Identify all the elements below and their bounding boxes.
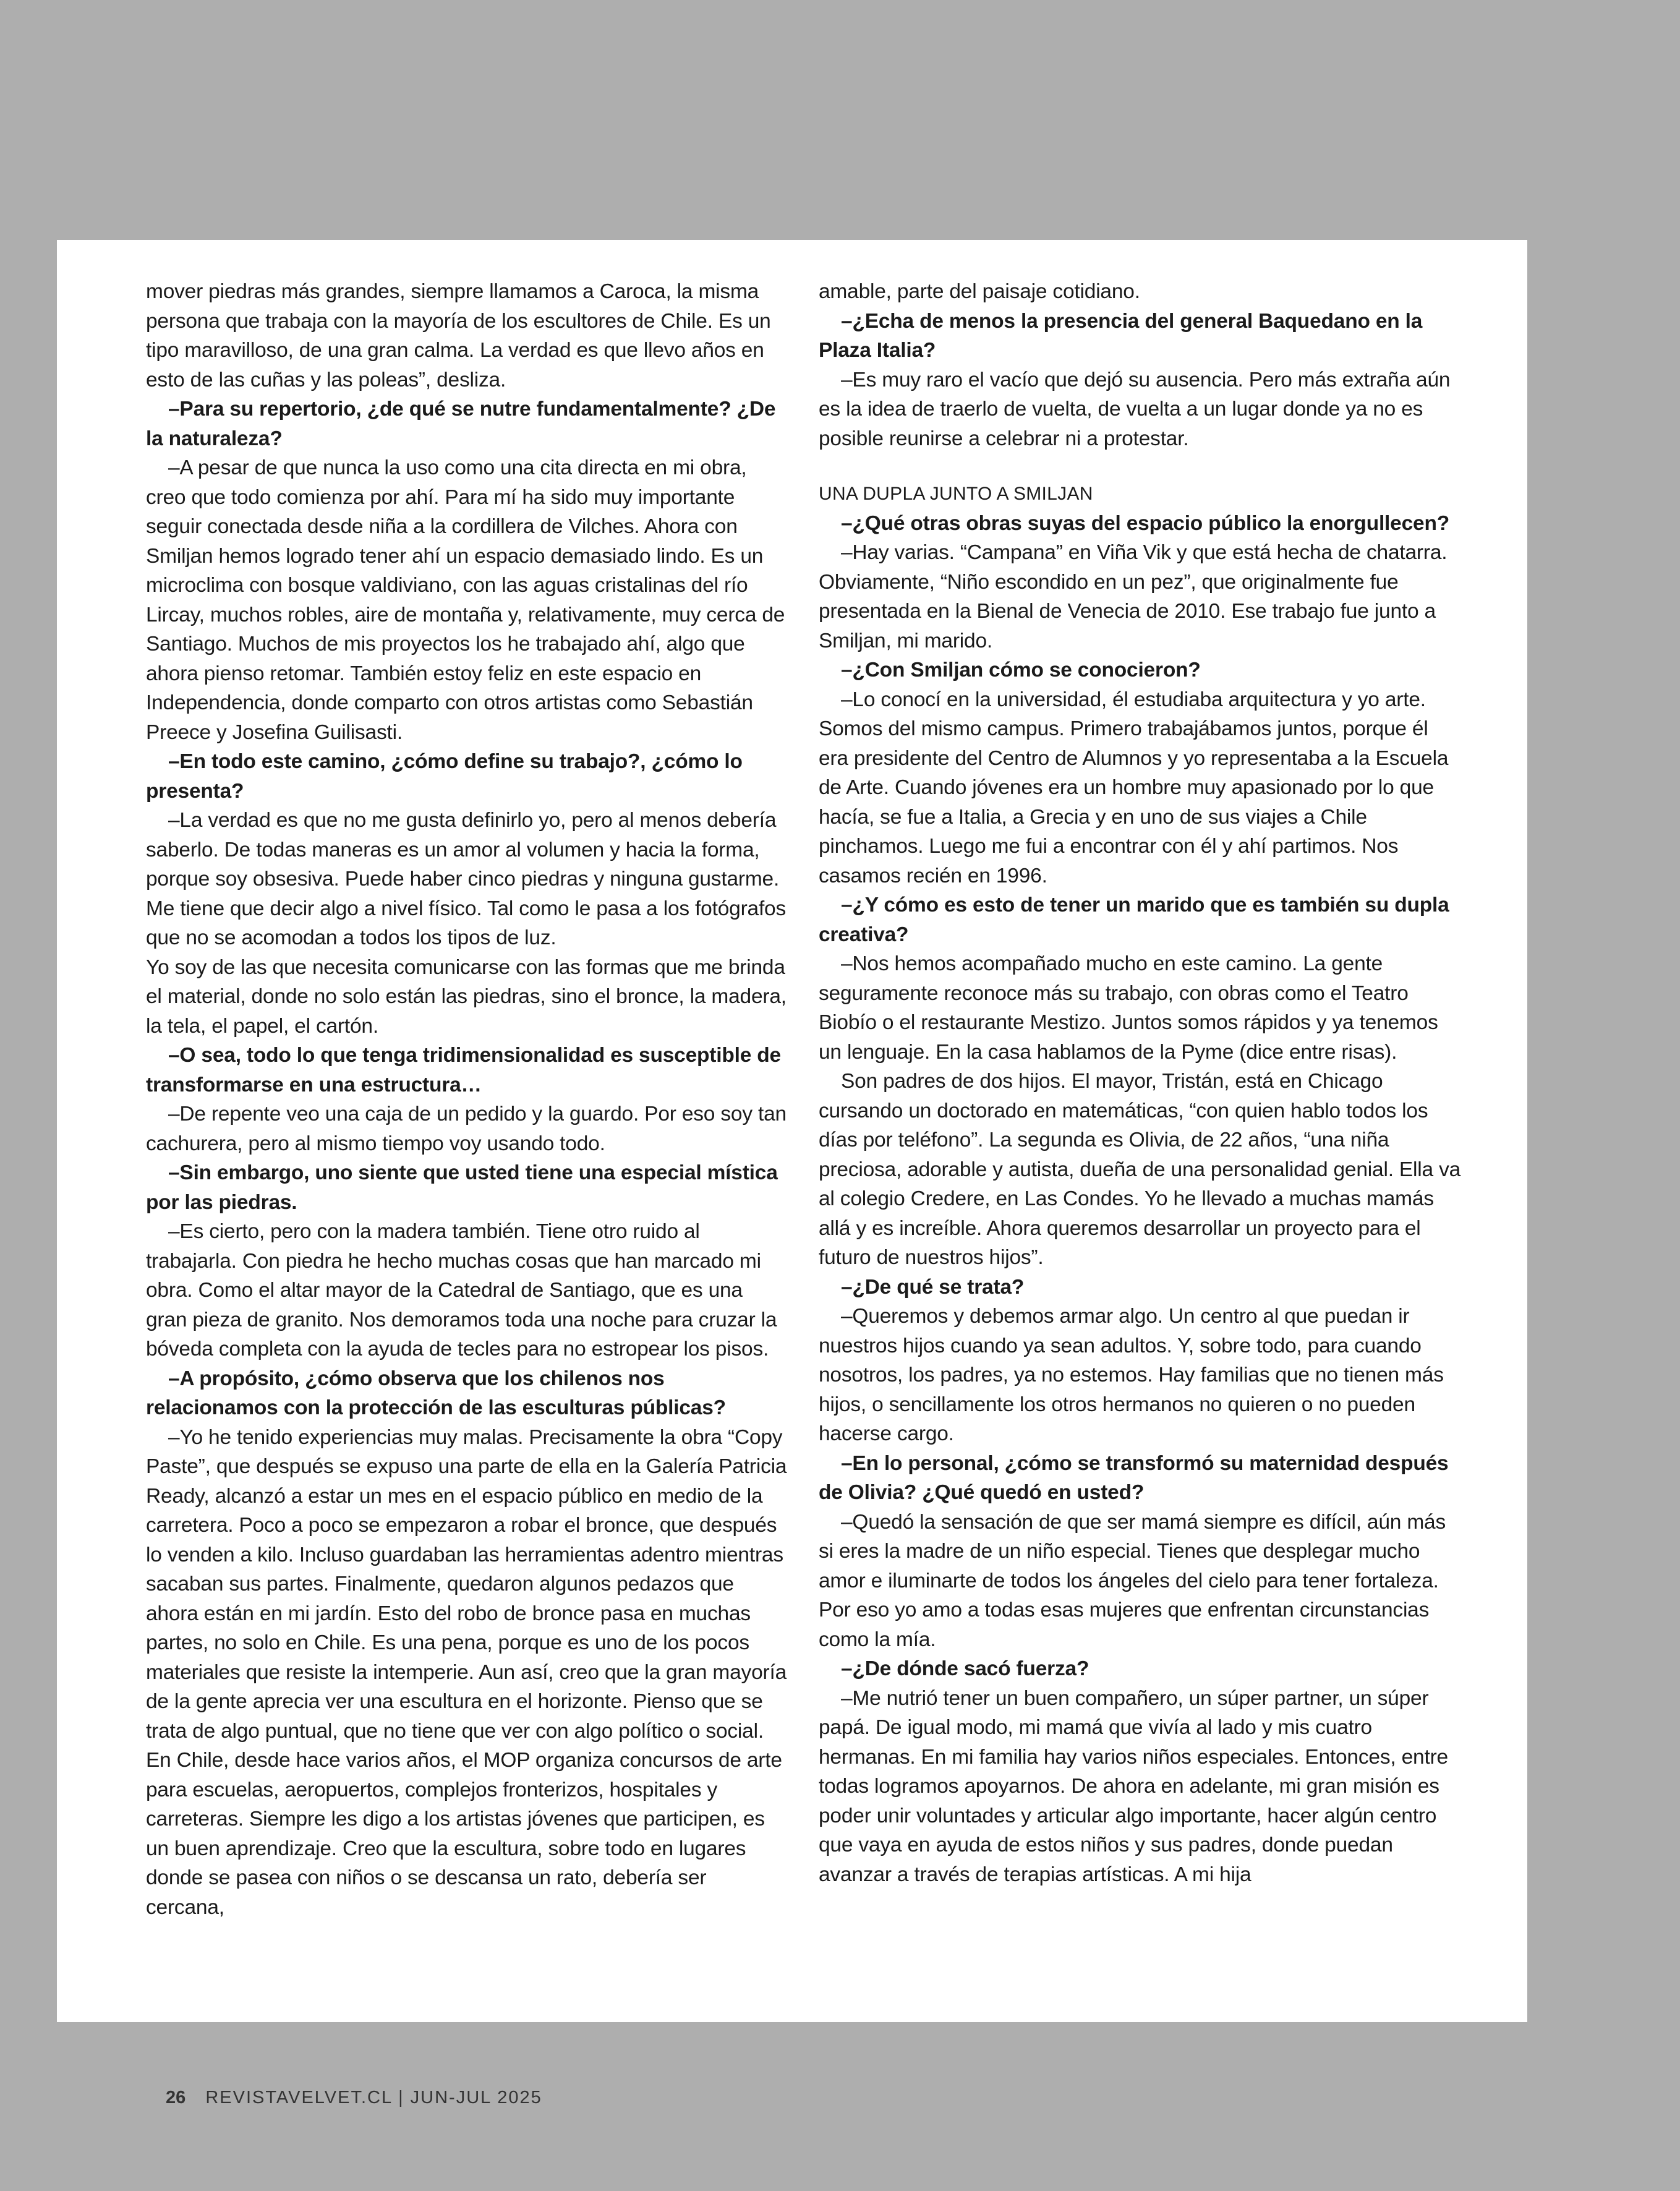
left-column: [146, 277, 789, 1922]
page-number: 26: [166, 2088, 186, 2108]
answer-paragraph: –Es muy raro el vacío que dejó su ausencia. Pero más extraña aún es la idea de traerlo de vuelta, de vuelta a un lugar donde ya no es posible reunirse a celebrar ni a protestar.: [819, 368, 1451, 450]
answer-paragraph: –Queremos y debemos armar algo. Un centro al que puedan ir nuestros hijos cuando ya sean adultos. Y, sobre todo, para cuando nosotros, los padres, ya no estemos. Hay familias que no tienen más hijos, o sencillamente los otros hermanos no quieren o no pueden hacerse cargo.: [819, 1305, 1444, 1445]
answer-paragraph: –La verdad es que no me gusta definirlo yo, pero al menos debería saberlo. De todas maneras es un amor al volumen y hacia la forma, porque soy obsesiva. Puede haber cinco piedras y ninguna gustarme. Me tiene que decir algo a nivel físico. Tal como le pasa a los fotógrafos que no se acomodan a todos los tipos de luz.: [146, 809, 787, 949]
interview-question: –¿Echa de menos la presencia del general Baquedano en la Plaza Italia?: [819, 309, 1423, 362]
answer-paragraph: –Me nutrió tener un buen compañero, un súper partner, un súper papá. De igual modo, mi mamá que vivía al lado y mis cuatro hermanas. En mi familia hay varios niños especiales. Entonces, entre todas logramos apoyarnos. De ahora en adelante, mi gran misión es poder unir voluntades y articular algo importante, hacer algún centro que vaya en ayuda de estos niños y sus padres, donde puedan avanzar a través de terapias artísticas. A mi hija: [819, 1686, 1448, 1886]
article-page: [57, 240, 1527, 2022]
publication-info: REVISTAVELVET.CL | JUN-JUL 2025: [205, 2088, 542, 2108]
answer-paragraph: Yo soy de las que necesita comunicarse con las formas que me brinda el material, donde no solo están las piedras, sino el bronce, la madera, la tela, el papel, el cartón.: [146, 955, 787, 1038]
answer-paragraph: –Lo conocí en la universidad, él estudiaba arquitectura y yo arte. Somos del mismo campus. Primero trabajábamos juntos, porque él era presidente del Centro de Alumnos y yo representaba a la Escuela de Arte. Cuando jóvenes era un hombre muy apasionado por lo que hacía, se fue a Italia, a Grecia y en uno de sus viajes a Chile pinchamos. Luego me fui a encontrar con él y ahí partimos. Nos casamos recién en 1996.: [819, 688, 1449, 887]
interview-question: –¿De qué se trata?: [841, 1275, 1025, 1299]
interview-question: –A propósito, ¿cómo observa que los chilenos nos relacionamos con la protección de las esculturas públicas?: [146, 1367, 726, 1419]
answer-paragraph: –Hay varias. “Campana” en Viña Vik y que está hecha de chatarra. Obviamente, “Niño escondido en un pez”, que originalmente fue presentada en la Bienal de Venecia de 2010. Ese trabajo fue junto a Smiljan, mi marido.: [819, 541, 1448, 652]
answer-paragraph: –Yo he tenido experiencias muy malas. Precisamente la obra “Copy Paste”, que después se expuso una parte de ella en la Galería Patricia Ready, alcanzó a estar un mes en el espacio público en medio de la carretera. Poco a poco se empezaron a robar el bronce, que después lo venden a kilo. Incluso guardaban las herramientas adentro mientras sacaban sus partes. Finalmente, quedaron algunos pedazos que ahora están en mi jardín. Esto del robo de bronce pasa en muchas partes, no solo en Chile. Es una pena, porque es uno de los pocos materiales que resiste la intemperie. Aun así, creo que la gran mayoría de la gente aprecia ver una escultura en el horizonte. Pienso que se trata de algo puntual, que no tiene que ver con algo político o social. En Chile, desde hace varios años, el MOP organiza concursos de arte para escuelas, aeropuertos, complejos fronterizos, hospitales y carreteras. Siempre les digo a los artistas jóvenes que participen, es un buen aprendizaje. Creo que la escultura, sobre todo en lugares donde se pasea con niños o se descansa un rato, debería ser cercana,: [146, 1425, 787, 1919]
interview-question: –En todo este camino, ¿cómo define su trabajo?, ¿cómo lo presenta?: [146, 750, 743, 803]
interview-question: –¿Qué otras obras suyas del espacio público la enorgullecen?: [841, 511, 1449, 535]
interview-question: –En lo personal, ¿cómo se transformó su maternidad después de Olivia? ¿Qué quedó en usted?: [819, 1451, 1449, 1504]
answer-paragraph: mover piedras más grandes, siempre llamamos a Caroca, la misma persona que trabaja con la mayoría de los escultores de Chile. Es un tipo maravilloso, de una gran calma. La verdad es que llevo años en esto de las cuñas y las poleas”, desliza.: [146, 280, 771, 391]
interview-question: –¿Y cómo es esto de tener un marido que es también su dupla creativa?: [819, 894, 1449, 946]
interview-question: –O sea, todo lo que tenga tridimensionalidad es susceptible de transformarse en una estructura…: [146, 1044, 781, 1096]
answer-paragraph: amable, parte del paisaje cotidiano.: [819, 280, 1140, 303]
interview-question: –¿De dónde sacó fuerza?: [841, 1657, 1089, 1680]
answer-paragraph: Son padres de dos hijos. El mayor, Tristán, está en Chicago cursando un doctorado en matemáticas, “con quien hablo todos los días por teléfono”. La segunda es Olivia, de 22 años, “una niña preciosa, adorable y autista, dueña de una personalidad genial. Ella va al colegio Credere, en Las Condes. Yo he llevado a muchas mamás allá y es increíble. Ahora queremos desarrollar un proyecto para el futuro de nuestros hijos”.: [819, 1070, 1461, 1269]
answer-paragraph: –Es cierto, pero con la madera también. Tiene otro ruido al trabajarla. Con piedra he hecho muchas cosas que han marcado mi obra. Como el altar mayor de la Catedral de Santiago, que es una gran pieza de granito. Nos demoramos toda una noche para cruzar la bóveda completa con la ayuda de tecles para no estropear los pisos.: [146, 1220, 777, 1360]
interview-question: –Sin embargo, uno siente que usted tiene una especial mística por las piedras.: [146, 1161, 778, 1214]
interview-question: –¿Con Smiljan cómo se conocieron?: [841, 659, 1201, 681]
answer-paragraph: –De repente veo una caja de un pedido y la guardo. Por eso soy tan cachurera, pero al mismo tiempo voy usando todo.: [146, 1103, 787, 1155]
interview-question: –Para su repertorio, ¿de qué se nutre fundamentalmente? ¿De la naturaleza?: [146, 398, 776, 450]
answer-paragraph: –A pesar de que nunca la uso como una cita directa en mi obra, creo que todo comienza por ahí. Para mí ha sido muy importante seguir conectada desde niña a la cordillera de Vilches. Ahora con Smiljan hemos logrado tener ahí un espacio demasiado lindo. Es un microclima con bosque valdiviano, con las aguas cristalinas del río Lircay, muchos robles, aire de montaña y, relativamente, muy cerca de Santiago. Muchos de mis proyectos los he trabajado ahí, algo que ahora pienso retomar. También estoy feliz en este espacio en Independencia, donde comparto con otros artistas como Sebastián Preece y Josefina Guilisasti.: [146, 456, 785, 744]
page-footer: [166, 2088, 542, 2108]
answer-paragraph: –Nos hemos acompañado mucho en este camino. La gente seguramente reconoce más su trabajo, con obras como el Teatro Biobío o el restaurante Mestizo. Juntos somos rápidos y ya tenemos un lenguaje. En la casa hablamos de la Pyme (dice entre risas).: [819, 952, 1438, 1064]
right-column: [819, 277, 1462, 1889]
answer-paragraph: –Quedó la sensación de que ser mamá siempre es difícil, aún más si eres la madre de un niño especial. Tienes que desplegar mucho amor e iluminarte de todos los ángeles del cielo para tener fortaleza. Por eso yo amo a todas esas mujeres que enfrentan circunstancias como la mía.: [819, 1510, 1446, 1651]
section-heading: UNA DUPLA JUNTO A SMILJAN: [819, 484, 1093, 504]
